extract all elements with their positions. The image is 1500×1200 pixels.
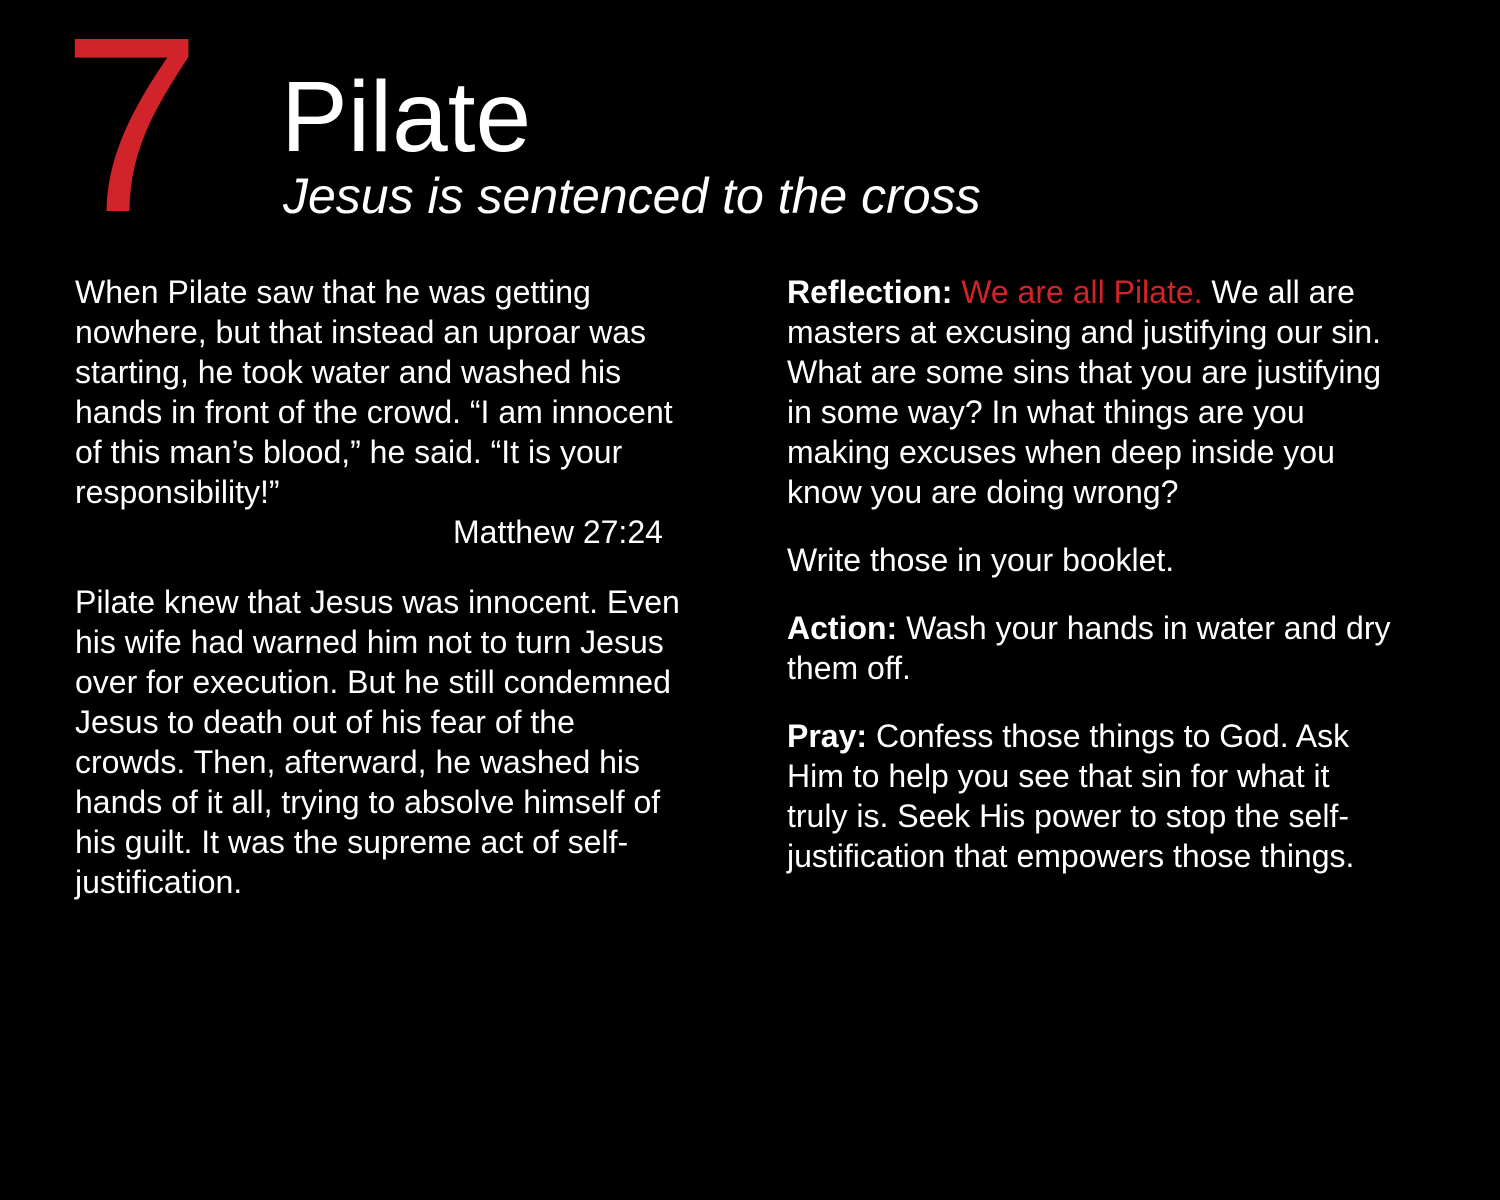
reflection-line: We all are	[1211, 274, 1355, 310]
scripture-line: starting, he took water and washed his	[75, 354, 622, 390]
reflection-line: masters at excusing and justifying our sin.	[787, 314, 1382, 350]
scripture-line: of this man’s blood,” he said. “It is your	[75, 434, 623, 470]
scripture-line: nowhere, but that instead an uproar was	[75, 314, 647, 350]
pray-label: Pray:	[787, 718, 868, 754]
reflection-line: What are some sins that you are justifying	[787, 354, 1382, 390]
scripture-passage	[75, 272, 725, 552]
paragraph-spacer	[75, 552, 725, 582]
write-line: Write those in your booklet.	[787, 542, 1175, 578]
commentary-line: crowds. Then, afterward, he washed his	[75, 744, 641, 780]
commentary-line: justification.	[75, 864, 243, 900]
scripture-line: hands in front of the crowd. “I am innocent	[75, 394, 673, 430]
commentary-line: his wife had warned him not to turn Jesus	[75, 624, 664, 660]
reflection-highlight: We are all Pilate.	[961, 274, 1203, 310]
action-label: Action:	[787, 610, 898, 646]
pray-line: Him to help you see that sin for what it	[787, 758, 1330, 794]
action-paragraph	[787, 608, 1437, 688]
pray-paragraph	[787, 716, 1437, 876]
paragraph-spacer	[787, 580, 1437, 608]
pray-line: Confess those things to God. Ask	[875, 718, 1350, 754]
station-title: Pilate	[281, 61, 532, 173]
reflection-line: in some way? In what things are you	[787, 394, 1305, 430]
commentary-line: hands of it all, trying to absolve himself of	[75, 784, 661, 820]
scripture-line: responsibility!”	[75, 474, 280, 510]
commentary-line: over for execution. But he still condemned	[75, 664, 671, 700]
commentary-line: Pilate knew that Jesus was innocent. Even	[75, 584, 680, 620]
scripture-citation: Matthew 27:24	[453, 514, 663, 550]
commentary-line: Jesus to death out of his fear of the	[75, 704, 575, 740]
commentary-line: his guilt. It was the supreme act of self-	[75, 824, 629, 860]
pray-line: justification that empowers those things.	[787, 838, 1355, 874]
station-subtitle: Jesus is sentenced to the cross	[283, 168, 981, 224]
action-line: them off.	[787, 650, 911, 686]
paragraph-spacer	[787, 688, 1437, 716]
reflection-label: Reflection:	[787, 274, 953, 310]
write-instruction	[787, 540, 1437, 580]
reflection-line: know you are doing wrong?	[787, 474, 1179, 510]
scripture-line: When Pilate saw that he was getting	[75, 274, 591, 310]
station-number: 7	[62, 0, 196, 264]
reflection-line: making excuses when deep inside you	[787, 434, 1335, 470]
action-line: Wash your hands in water and dry	[906, 610, 1391, 646]
commentary-paragraph	[75, 582, 725, 902]
paragraph-spacer	[787, 512, 1437, 540]
right-column	[787, 272, 1437, 876]
left-column	[75, 272, 725, 902]
pray-line: truly is. Seek His power to stop the self-	[787, 798, 1349, 834]
reflection-paragraph	[787, 272, 1437, 512]
